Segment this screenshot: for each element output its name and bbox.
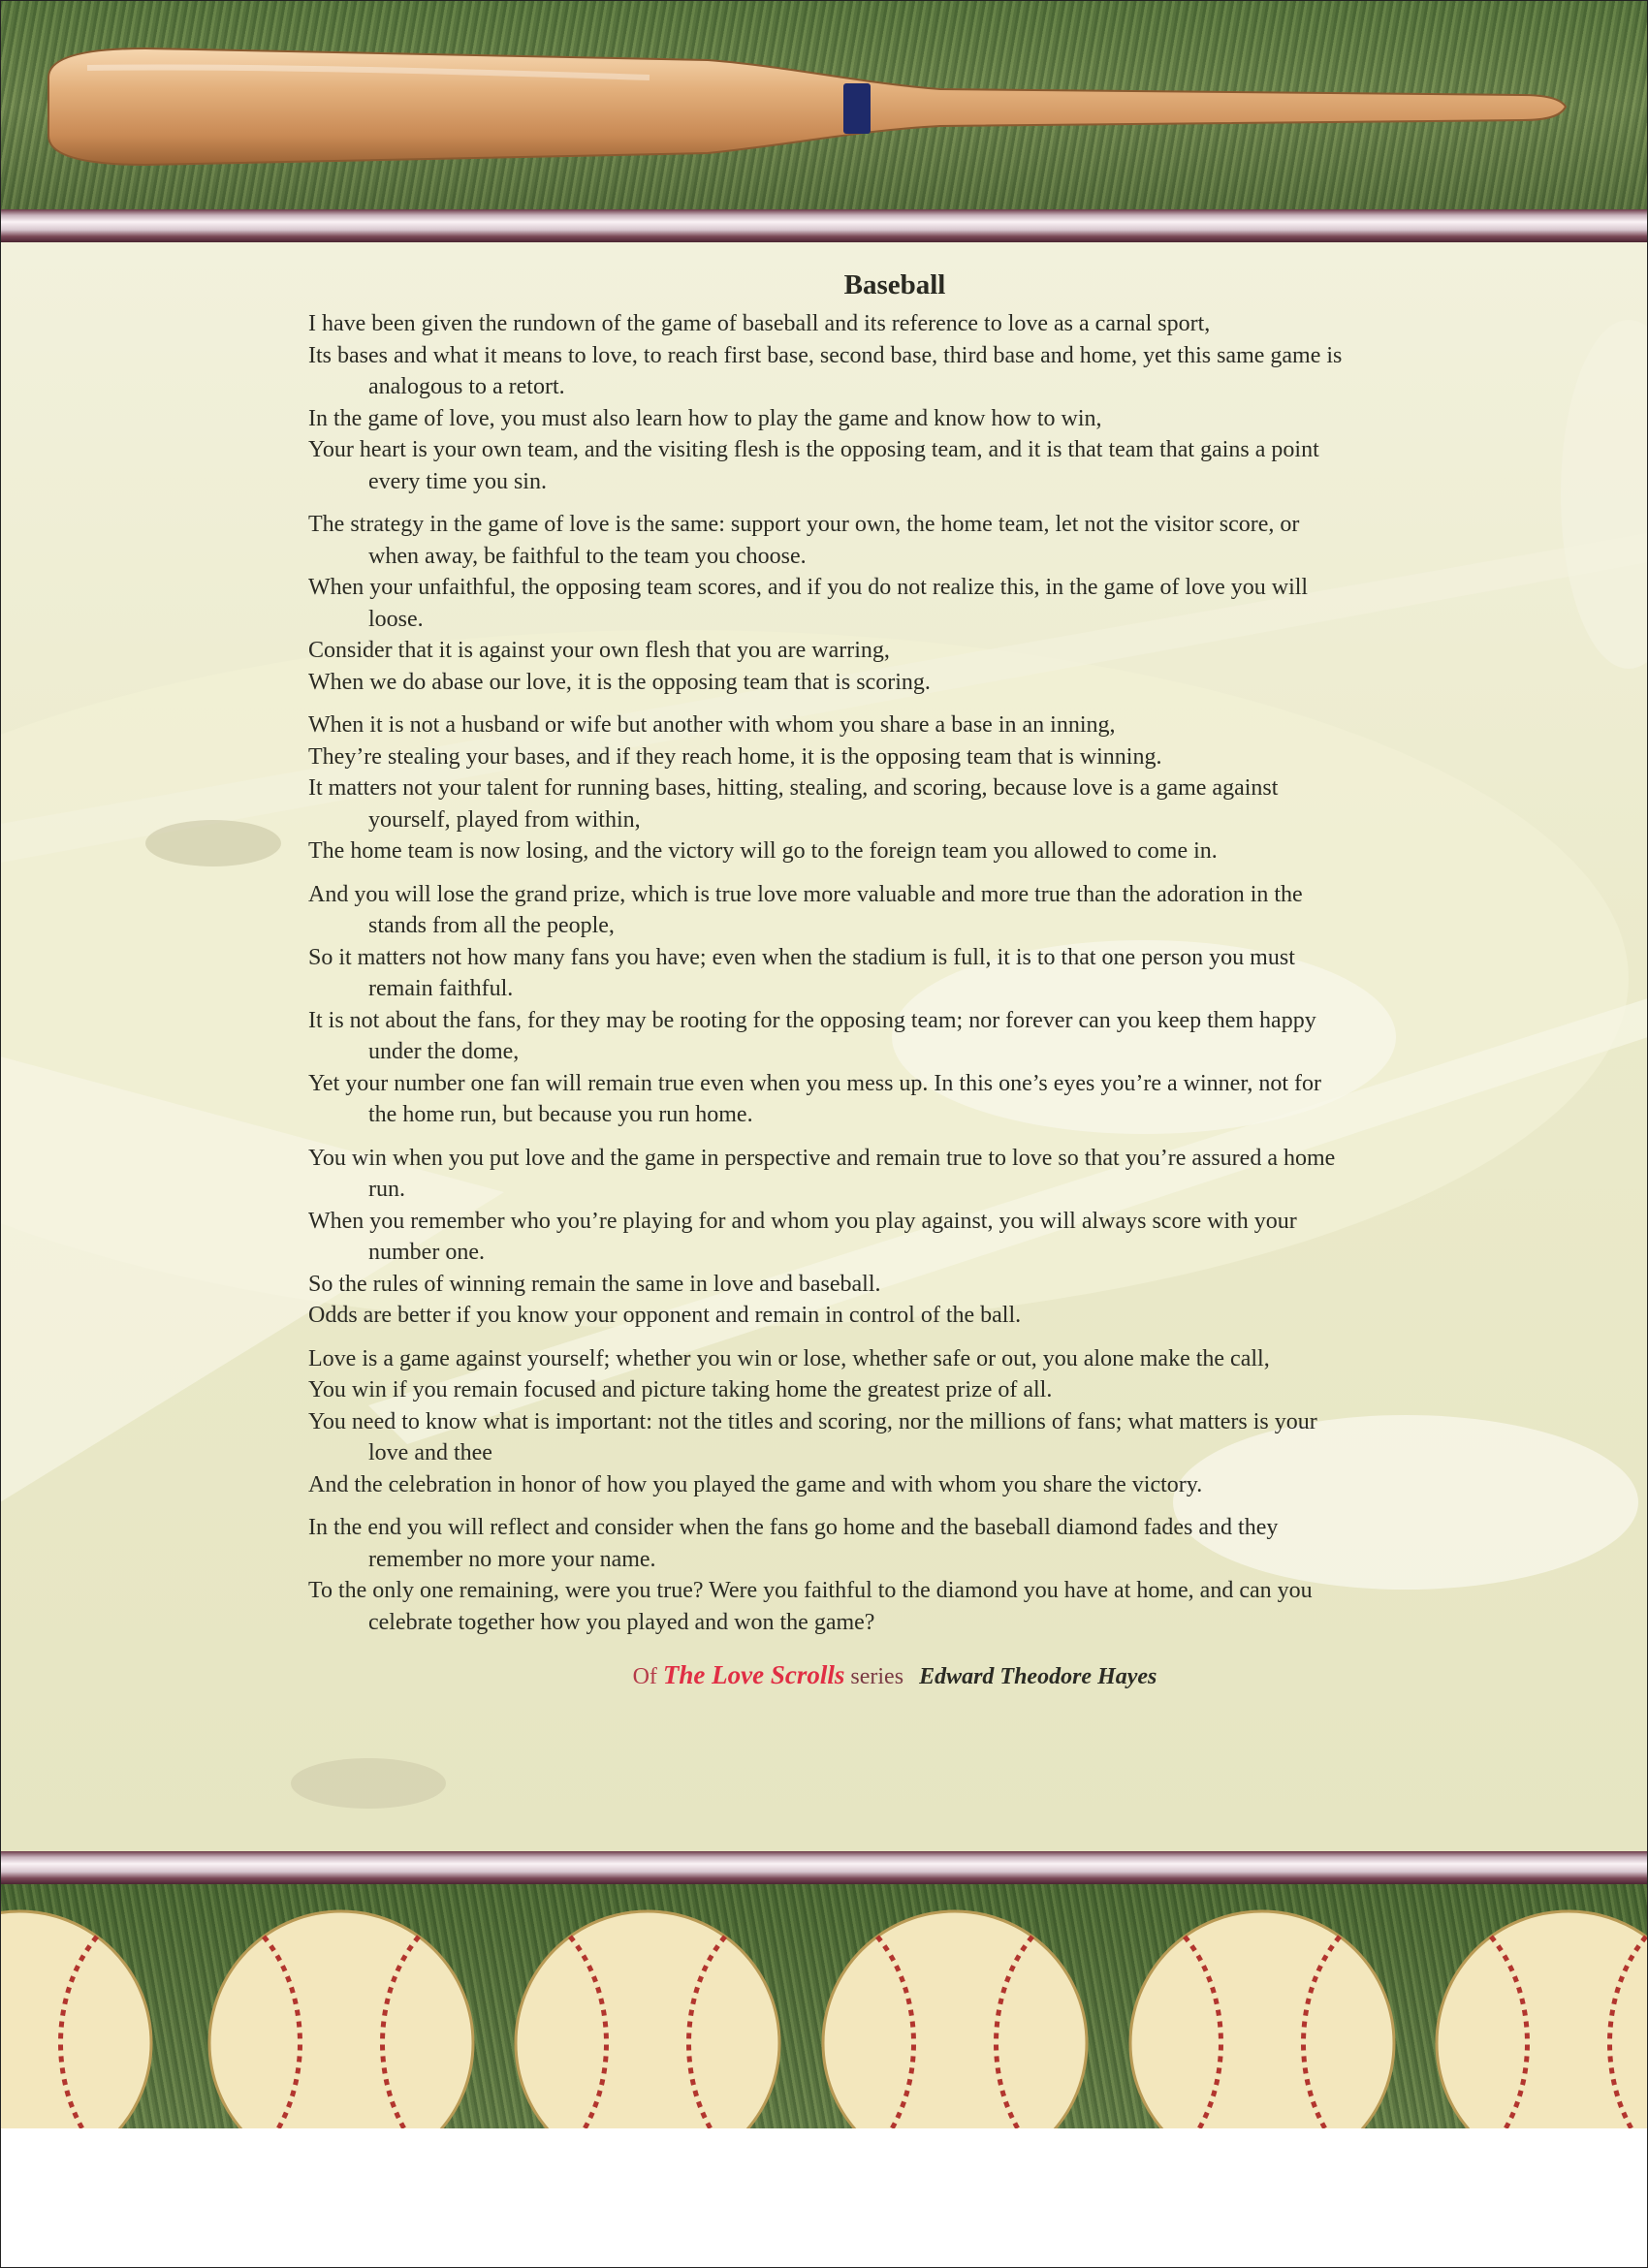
poem-line: You win if you remain focused and picture taking home the greatest prize of all. [308, 1377, 1053, 1402]
stanza [308, 509, 1355, 698]
poem-line: And the celebration in honor of how you played the game and with whom you share the victory. [308, 1471, 1203, 1497]
poem-body [308, 268, 1355, 1692]
poem-line: When your unfaithful, the opposing team scores, and if you do not realize this, in the game of love you will loose. [308, 575, 1309, 632]
author-name: Edward Theodore Hayes [919, 1664, 1157, 1689]
poem-line: When we do abase our love, it is the opposing team that is scoring. [308, 669, 931, 695]
signature-of: Of [632, 1664, 657, 1689]
poem-line: In the game of love, you must also learn how to play the game and know how to win, [308, 405, 1102, 431]
poem-title: Baseball [843, 269, 946, 300]
signature [434, 1659, 1355, 1692]
baseball-icon [512, 1907, 783, 2128]
baseball-bat-icon [29, 39, 1580, 179]
poem-line: You need to know what is important: not the titles and scoring, nor the millions of fans; what matters is your love and thee [308, 1408, 1317, 1465]
top-rail-divider [0, 209, 1648, 242]
poem-line: They’re stealing your bases, and if they reach home, it is the opposing team that is winning. [308, 743, 1162, 770]
stanza [308, 1512, 1355, 1638]
poem-line: In the end you will reflect and consider when the fans go home and the baseball diamond fades and they remember no more your name. [308, 1515, 1279, 1572]
poem-line: The home team is now losing, and the victory will go to the foreign team you allowed to come in. [308, 838, 1218, 864]
poem-line: When you remember who you’re playing for and whom you play against, you will always score with your number one. [308, 1208, 1297, 1265]
poem-line: To the only one remaining, were you true? Were you faithful to the diamond you have at home, and can you celebrate together how you played and won the game? [308, 1578, 1313, 1635]
poem-line: Love is a game against yourself; whether you win or lose, whether safe or out, you alone make the call, [308, 1345, 1270, 1371]
poem-line: So the rules of winning remain the same in love and baseball. [308, 1271, 881, 1297]
baseball-icon [1126, 1907, 1398, 2128]
poem-line: It matters not your talent for running bases, hitting, stealing, and scoring, because love is a game against yourself, played from within, [308, 775, 1279, 833]
poem-line: And you will lose the grand prize, which is true love more valuable and more true than the adoration in the stands from all the people, [308, 881, 1303, 938]
poem-line: When it is not a husband or wife but another with whom you share a base in an inning, [308, 712, 1116, 738]
stanza [308, 308, 1355, 497]
poem-line: Odds are better if you know your opponent and remain in control of the ball. [308, 1303, 1022, 1328]
series-name: The Love Scrolls [662, 1660, 845, 1689]
stanza [308, 709, 1355, 867]
poem-line: It is not about the fans, for they may be rooting for the opposing team; nor forever can you keep them happy under the dome, [308, 1007, 1316, 1064]
poem-line: So it matters not how many fans you have; even when the stadium is full, it is to that one person you must remain faithful. [308, 944, 1295, 1001]
stanza [308, 1143, 1355, 1332]
series-label: series [850, 1664, 904, 1689]
poem-line: I have been given the rundown of the game of baseball and its reference to love as a carnal sport, [308, 311, 1211, 336]
poem-line: Consider that it is against your own flesh that you are warring, [308, 638, 890, 663]
bottom-rail-divider [0, 1851, 1648, 1884]
stanza [308, 1343, 1355, 1501]
baseball-icon [206, 1907, 477, 2128]
poem-line: You win when you put love and the game in perspective and remain true to love so that you’re assured a home run. [308, 1145, 1336, 1202]
baseball-icon [1433, 1907, 1648, 2128]
baseball-icon [0, 1907, 155, 2128]
poem-line: Its bases and what it means to love, to reach first base, second base, third base and home, yet this same game is analogous to a retort. [308, 342, 1343, 399]
poem-line: The strategy in the game of love is the same: support your own, the home team, let not the visitor score, or when away, be faithful to the team you choose. [308, 512, 1300, 569]
poem-line: Your heart is your own team, and the visiting flesh is the opposing team, and it is that team that gains a point every time you sin. [308, 437, 1319, 494]
stanza [308, 879, 1355, 1131]
grass-header [0, 0, 1648, 211]
baseball-icon [819, 1907, 1091, 2128]
poem-line: Yet your number one fan will remain true even when you mess up. In this one’s eyes you’re a winner, not for the home run, but because you run home. [308, 1070, 1322, 1127]
